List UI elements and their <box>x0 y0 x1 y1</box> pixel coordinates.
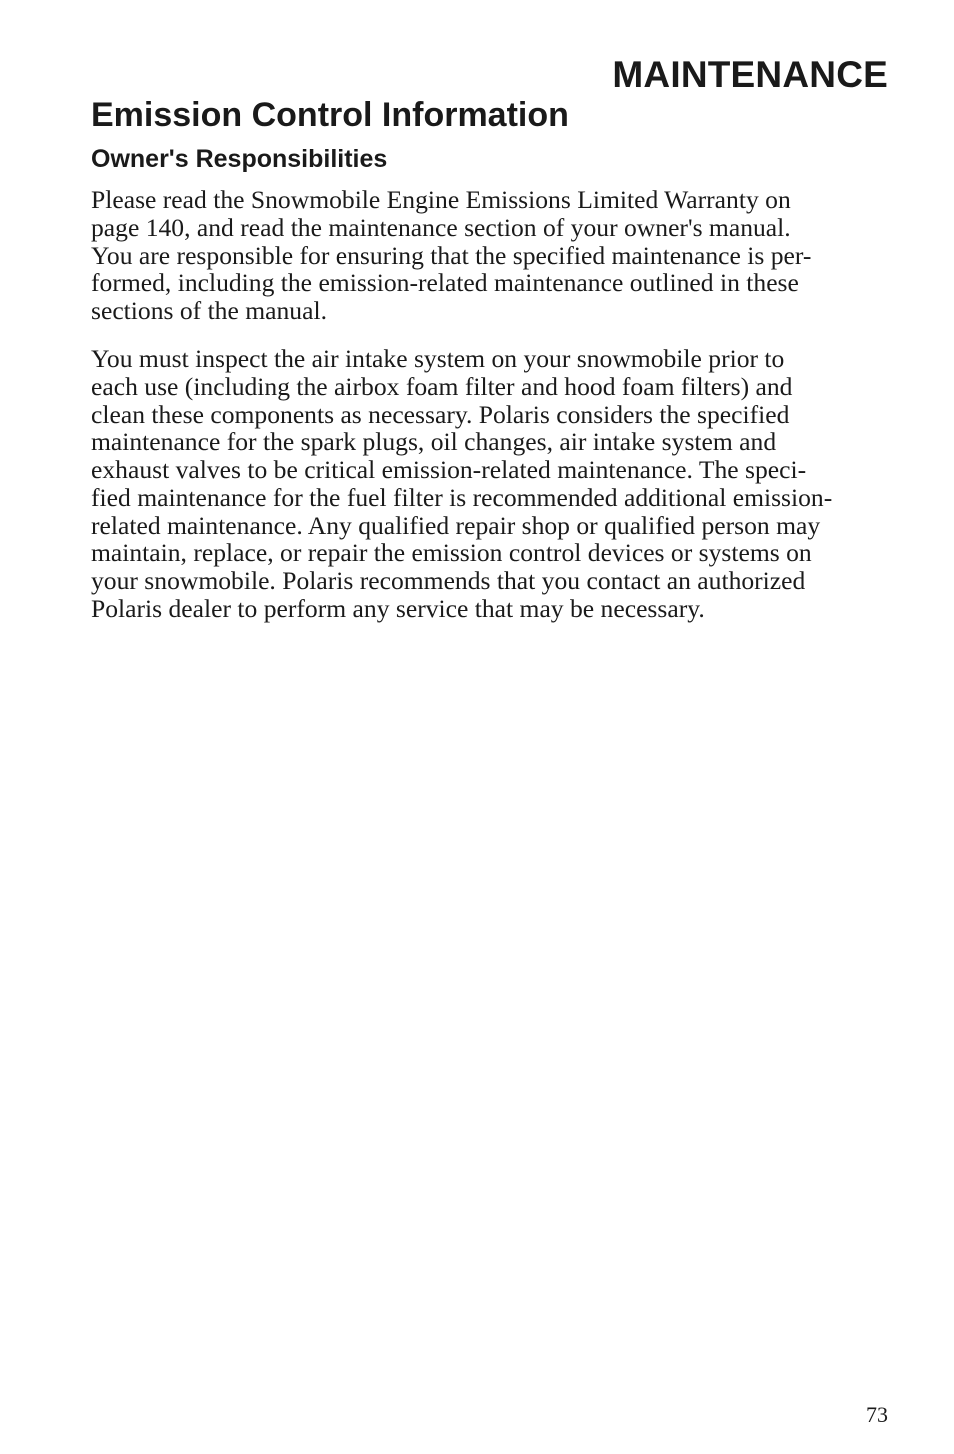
paragraph-line: fied maintenance for the fuel filter is recommended additional emission- <box>91 482 833 512</box>
paragraph-owner-responsibilities <box>91 186 891 325</box>
paragraph-line: clean these components as necessary. Polaris considers the specified <box>91 399 790 429</box>
page-number: 73 <box>866 1402 888 1427</box>
paragraph-line: your snowmobile. Polaris recommends that you contact an authorized <box>91 566 806 595</box>
paragraph-line: maintain, replace, or repair the emission control devices or systems on <box>91 538 812 568</box>
paragraph-line: page 140, and read the maintenance section of your owner's manual. <box>91 212 791 242</box>
paragraph-line: You are responsible for ensuring that the specified maintenance is per- <box>91 240 812 270</box>
subsection-title: Owner's Responsibilities <box>91 145 388 173</box>
paragraph-line: formed, including the emission-related maintenance outlined in these <box>91 268 799 298</box>
paragraph-line: each use (including the airbox foam filter and hood foam filters) and <box>91 371 793 401</box>
paragraph-line: maintenance for the spark plugs, oil changes, air intake system and <box>91 427 777 457</box>
paragraph-air-intake-inspection <box>91 345 891 623</box>
chapter-title: MAINTENANCE <box>612 54 888 95</box>
paragraph-line: sections of the manual. <box>91 296 327 325</box>
paragraph-line: You must inspect the air intake system on your snowmobile prior to <box>91 344 785 373</box>
paragraph-line: Polaris dealer to perform any service that may be necessary. <box>91 593 705 623</box>
section-title: Emission Control Information <box>91 96 569 134</box>
paragraph-line: related maintenance. Any qualified repair shop or qualified person may <box>91 510 821 540</box>
paragraph-line: Please read the Snowmobile Engine Emissions Limited Warranty on <box>91 185 791 214</box>
paragraph-line: exhaust valves to be critical emission-related maintenance. The speci- <box>91 455 807 484</box>
